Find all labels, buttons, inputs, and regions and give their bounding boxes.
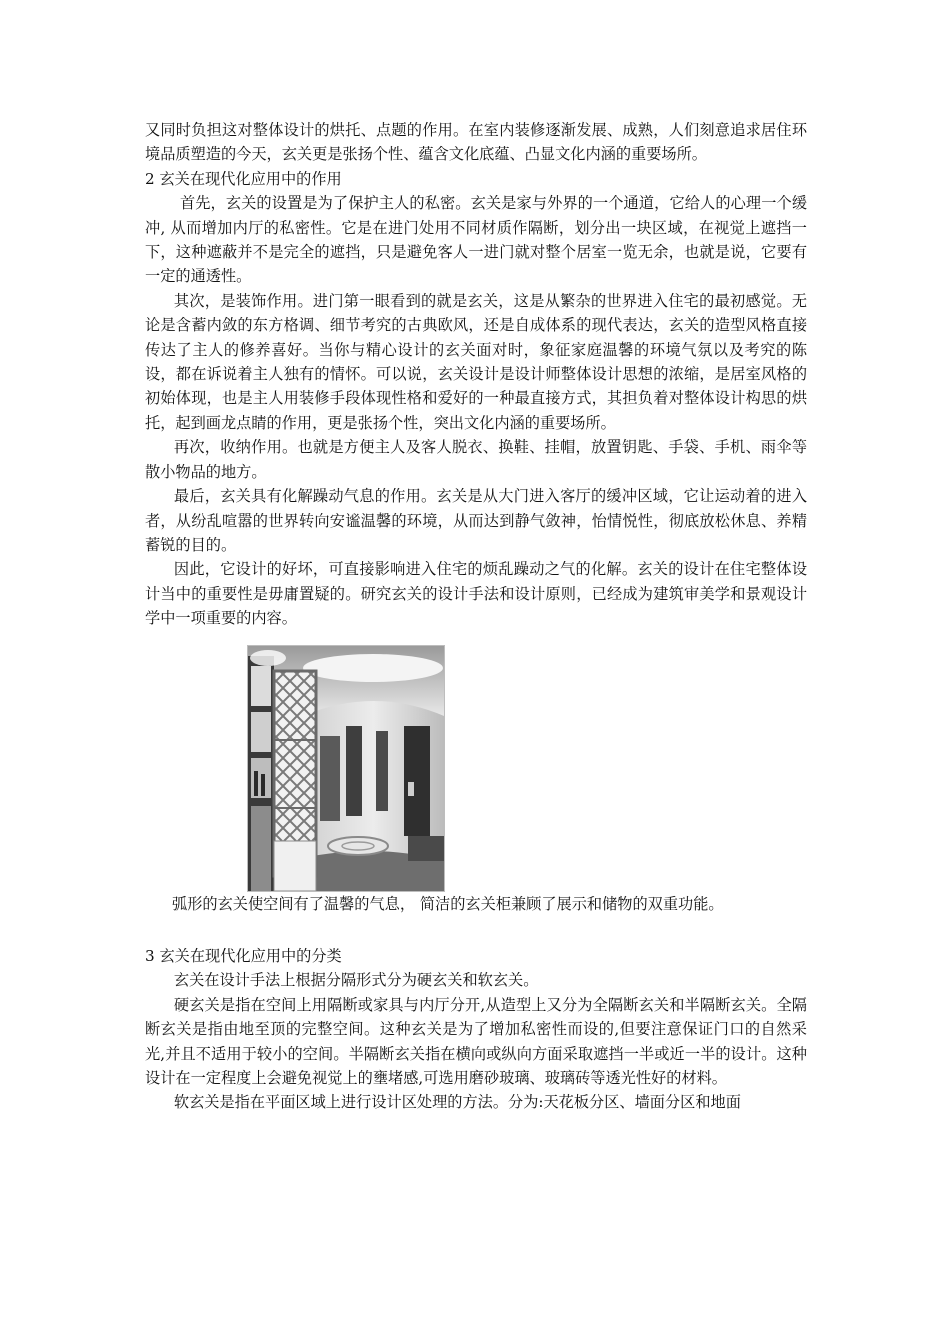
section-3-paragraph-2: 硬玄关是指在空间上用隔断或家具与内厅分开,从造型上又分为全隔断玄关和半隔断玄关。全隔断玄关是指由地至顶的完整空间。这种玄关是为了增加私密性而设的,但要注意保证门口的自然采光,并且不适用于较小的空间。半隔断玄关指在横向或纵向方面采取遮挡一半或近一半的设计。这种设计在一定程度上会避免视觉上的壅堵感,可选用磨砂玻璃、玻璃砖等透光性好的材料。 <box>145 995 807 1087</box>
section-3-paragraph-1: 玄关在设计手法上根据分隔形式分为硬玄关和软玄关。 <box>173 971 539 990</box>
section-2-paragraph-1: 首先，玄关的设置是为了保护主人的私密。玄关是家与外界的一个通道，它给人的心理一个缓冲, 从而增加内厅的私密性。它是在进门处用不同材质作隔断，划分出一块区域，在视觉上遮挡一下，这种遮蔽并不是完全的遮挡，只是避免客人一进门就对整个居室一览无余，也就是说，它要有一定的通透性。 <box>145 194 807 286</box>
section-2-paragraph-4: 最后，玄关具有化解躁动气息的作用。玄关是从大门进入客厅的缓冲区域，它让运动着的进入者，从纷乱喧嚣的世界转向安谧温馨的环境，从而达到静气敛神，怡情悦性，彻底放松休息、养精蓄锐的目的。 <box>145 487 807 554</box>
intro-paragraph: 又同时负担这对整体设计的烘托、点题的作用。在室内装修逐渐发展、成熟，人们刻意追求居住环境品质塑造的今天，玄关更是张扬个性、蕴含文化底蕴、凸显文化内涵的重要场所。 <box>145 121 807 164</box>
section-2-paragraph-2: 其次，是装饰作用。进门第一眼看到的就是玄关，这是从繁杂的世界进入住宅的最初感觉。无论是含蓄内敛的东方格调、细节考究的古典欧风，还是自成体系的现代表达，玄关的造型风格直接传达了主人的修养喜好。当你与精心设计的玄关面对时，象征家庭温馨的环境气氛以及考究的陈设，都在诉说着主人独有的情怀。可以说，玄关设计是设计师整体设计思想的浓缩，是居室风格的初始体现，也是主人用装修手段体现性格和爱好的一种最直接方式，其担负着对整体设计构思的烘托，起到画龙点睛的作用，更是张扬个性，突出文化内涵的重要场所。 <box>145 291 807 432</box>
spacer <box>145 916 807 944</box>
section-3-heading: 3 玄关在现代化应用中的分类 <box>145 946 342 965</box>
section-2-paragraph-3: 再次，收纳作用。也就是方便主人及客人脱衣、换鞋、挂帽，放置钥匙、手袋、手机、雨伞等散小物品的地方。 <box>145 438 807 481</box>
section-3-paragraph-3: 软玄关是指在平面区域上进行设计区处理的方法。分为:天花板分区、墙面分区和地面 <box>173 1093 741 1112</box>
document-page <box>145 118 807 1115</box>
foyer-photo <box>247 645 445 892</box>
section-2-heading: 2 玄关在现代化应用中的作用 <box>145 169 342 188</box>
section-2-paragraph-5: 因此，它设计的好坏，可直接影响进入住宅的烦乱躁动之气的化解。玄关的设计在住宅整体设计当中的重要性是毋庸置疑的。研究玄关的设计手法和设计原则，已经成为建筑审美学和景观设计学中一项重要的内容。 <box>145 560 807 628</box>
figure-caption: 弧形的玄关使空间有了温馨的气息， 简洁的玄关柜兼顾了展示和储物的双重功能。 <box>172 894 724 913</box>
